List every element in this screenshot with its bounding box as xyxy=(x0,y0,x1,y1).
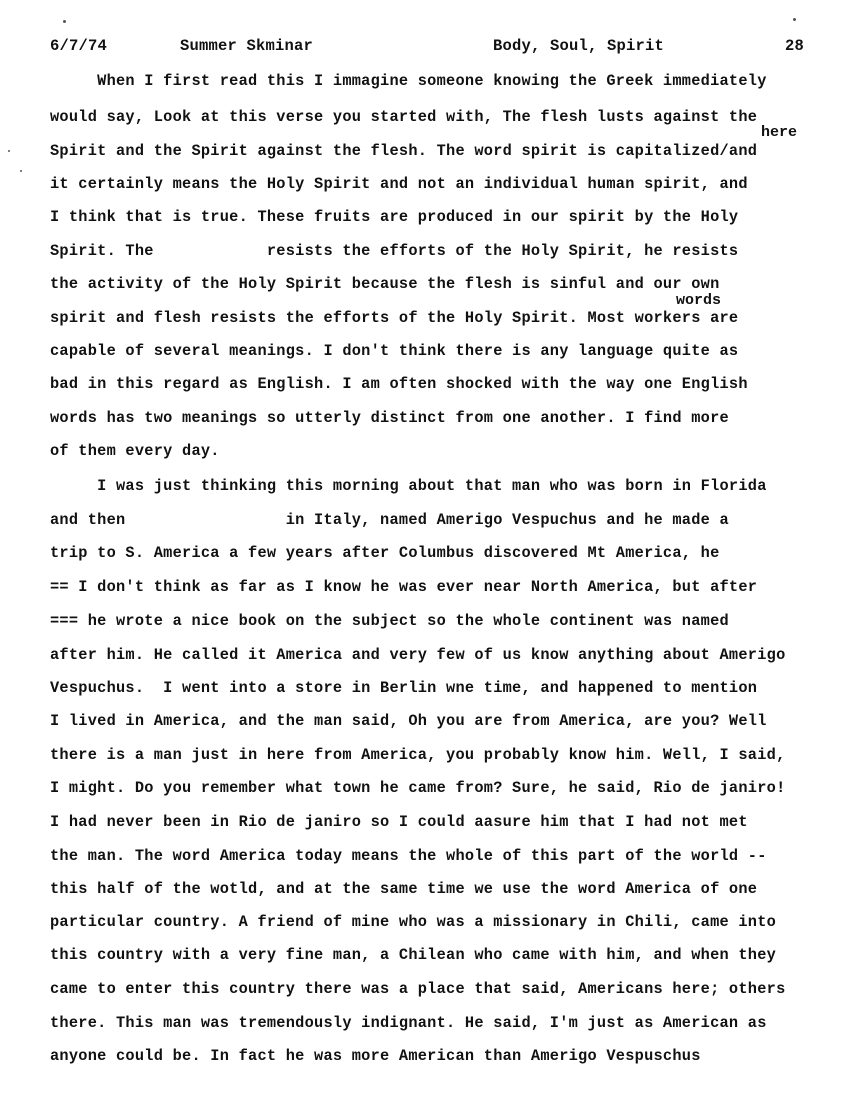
paper-speck xyxy=(63,20,66,23)
text-line: would say, Look at this verse you started with, The flesh lusts against the xyxy=(50,108,758,126)
text-line: anyone could be. In fact he was more American than Amerigo Vespuschus xyxy=(50,1047,701,1065)
text-line: and then in Italy, named Amerigo Vespuchus and he made a xyxy=(50,511,729,529)
text-line: trip to S. America a few years after Columbus discovered Mt America, he xyxy=(50,544,720,562)
text-line: I think that is true. These fruits are produced in our spirit by the Holy xyxy=(50,208,739,226)
insertion-words: words xyxy=(676,292,722,309)
insertion-here: here xyxy=(761,124,798,141)
text-line: the activity of the Holy Spirit because the flesh is sinful and our own xyxy=(50,275,720,293)
text-line: Vespuchus. I went into a store in Berlin wne time, and happened to mention xyxy=(50,679,758,697)
text-line: the man. The word America today means the whole of this part of the world -- xyxy=(50,847,767,865)
text-line: words has two meanings so utterly distinct from one another. I find more xyxy=(50,409,729,427)
text-line: after him. He called it America and very few of us know anything about Amerigo xyxy=(50,646,786,664)
text-line: == I don't think as far as I know he was ever near North America, but after xyxy=(50,578,758,596)
paper-speck xyxy=(8,150,10,152)
text-line: particular country. A friend of mine who was a missionary in Chili, came into xyxy=(50,913,777,931)
text-line: === he wrote a nice book on the subject so the whole continent was named xyxy=(50,612,729,630)
text-line: came to enter this country there was a place that said, Americans here; others xyxy=(50,980,786,998)
text-line: I was just thinking this morning about that man who was born in Florida xyxy=(50,477,767,495)
paper-speck xyxy=(20,170,22,172)
text-line: this half of the wotld, and at the same time we use the word America of one xyxy=(50,880,758,898)
text-line: capable of several meanings. I don't think there is any language quite as xyxy=(50,342,739,360)
text-line: I might. Do you remember what town he came from? Sure, he said, Rio de janiro! xyxy=(50,779,786,797)
text-line: bad in this regard as English. I am often shocked with the way one English xyxy=(50,375,748,393)
text-line: there is a man just in here from America, you probably know him. Well, I said, xyxy=(50,746,786,764)
header-date: 6/7/74 xyxy=(50,37,108,55)
header-topic: Body, Soul, Spirit xyxy=(493,37,665,55)
text-line: this country with a very fine man, a Chilean who came with him, and when they xyxy=(50,946,777,964)
text-line: of them every day. xyxy=(50,442,220,460)
text-line: it certainly means the Holy Spirit and not an individual human spirit, and xyxy=(50,175,748,193)
paper-speck xyxy=(793,18,796,21)
text-line: there. This man was tremendously indignant. He said, I'm just as American as xyxy=(50,1014,767,1032)
text-line: Spirit. The resists the efforts of the Holy Spirit, he resists xyxy=(50,242,739,260)
text-line: I lived in America, and the man said, Oh you are from America, are you? Well xyxy=(50,712,767,730)
text-line: When I first read this I immagine someone knowing the Greek immediately xyxy=(50,72,767,90)
header-page-number: 28 xyxy=(785,37,805,55)
text-line: I had never been in Rio de janiro so I could aasure him that I had not met xyxy=(50,813,748,831)
text-line: spirit and flesh resists the efforts of the Holy Spirit. Most workers are xyxy=(50,309,739,327)
header-series: Summer Skminar xyxy=(180,37,314,55)
text-line: Spirit and the Spirit against the flesh. The word spirit is capitalized/and xyxy=(50,142,758,160)
